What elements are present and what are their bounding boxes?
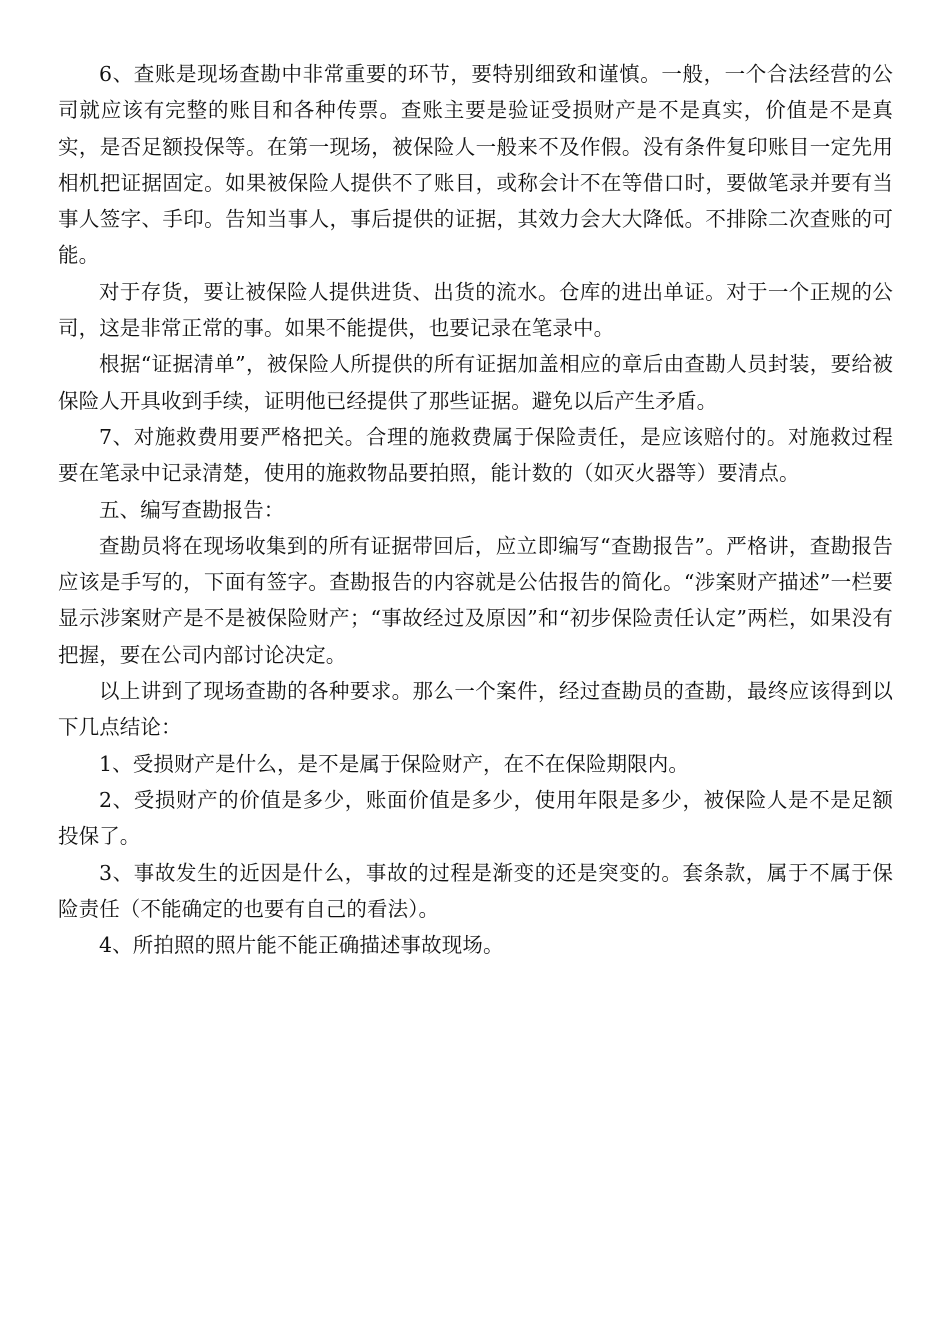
conclusion-item-4: 4、所拍照的照片能不能正确描述事故现场。	[99, 933, 504, 958]
section-heading-survey-report: 五、编写查勘报告：	[99, 497, 285, 522]
paragraph-evidence-list: 根据“证据清单”，被保险人所提供的所有证据加盖相应的章后由查勘人员封装，要给被保险人开具收到手续，证明他已经提供了那些证据。避免以后产生矛盾。	[58, 352, 893, 413]
paragraph-survey-report: 查勘员将在现场收集到的所有证据带回后，应立即编写“查勘报告”。严格讲，查勘报告应该是手写的，下面有签字。查勘报告的内容就是公估报告的简化。“涉案财产描述”一栏要显示涉案财产是不是被保险财产；“事故经过及原因”和“初步保险责任认定”两栏，如果没有把握，要在公司内部讨论决定。	[58, 533, 893, 667]
paragraph-inventory: 对于存货，要让被保险人提供进货、出货的流水。仓库的进出单证。对于一个正规的公司，这是非常正常的事。如果不能提供，也要记录在笔录中。	[58, 279, 893, 341]
conclusion-item-3: 3、事故发生的近因是什么，事故的过程是渐变的还是突变的。套条款，属于不属于保险责任（不能确定的也要有自己的看法）。	[58, 860, 893, 921]
paragraph-rescue-costs: 7、对施救费用要严格把关。合理的施救费属于保险责任，是应该赔付的。对施救过程要在笔录中记录清楚，使用的施救物品要拍照，能计数的（如灭火器等）要清点。	[58, 424, 893, 486]
document-page	[58, 56, 893, 963]
paragraph-audit-accounts: 6、查账是现场查勘中非常重要的环节，要特别细致和谨慎。一般，一个合法经营的公司就应该有完整的账目和各种传票。查账主要是验证受损财产是不是真实，价值是不是真实，是否足额投保等。在第一现场，被保险人一般来不及作假。没有条件复印账目一定先用相机把证据固定。如果被保险人提供不了账目，或称会计不在等借口时，要做笔录并要有当事人签字、手印。告知当事人，事后提供的证据，其效力会大大降低。不排除二次查账的可能。	[58, 62, 893, 268]
conclusion-item-1: 1、受损财产是什么，是不是属于保险财产，在不在保险期限内。	[99, 751, 689, 776]
paragraph-conclusions-intro: 以上讲到了现场查勘的各种要求。那么一个案件，经过查勘员的查勘，最终应该得到以下几点结论：	[58, 679, 893, 740]
conclusion-item-2: 2、受损财产的价值是多少，账面价值是多少，使用年限是多少，被保险人是不是足额投保了。	[58, 787, 893, 849]
